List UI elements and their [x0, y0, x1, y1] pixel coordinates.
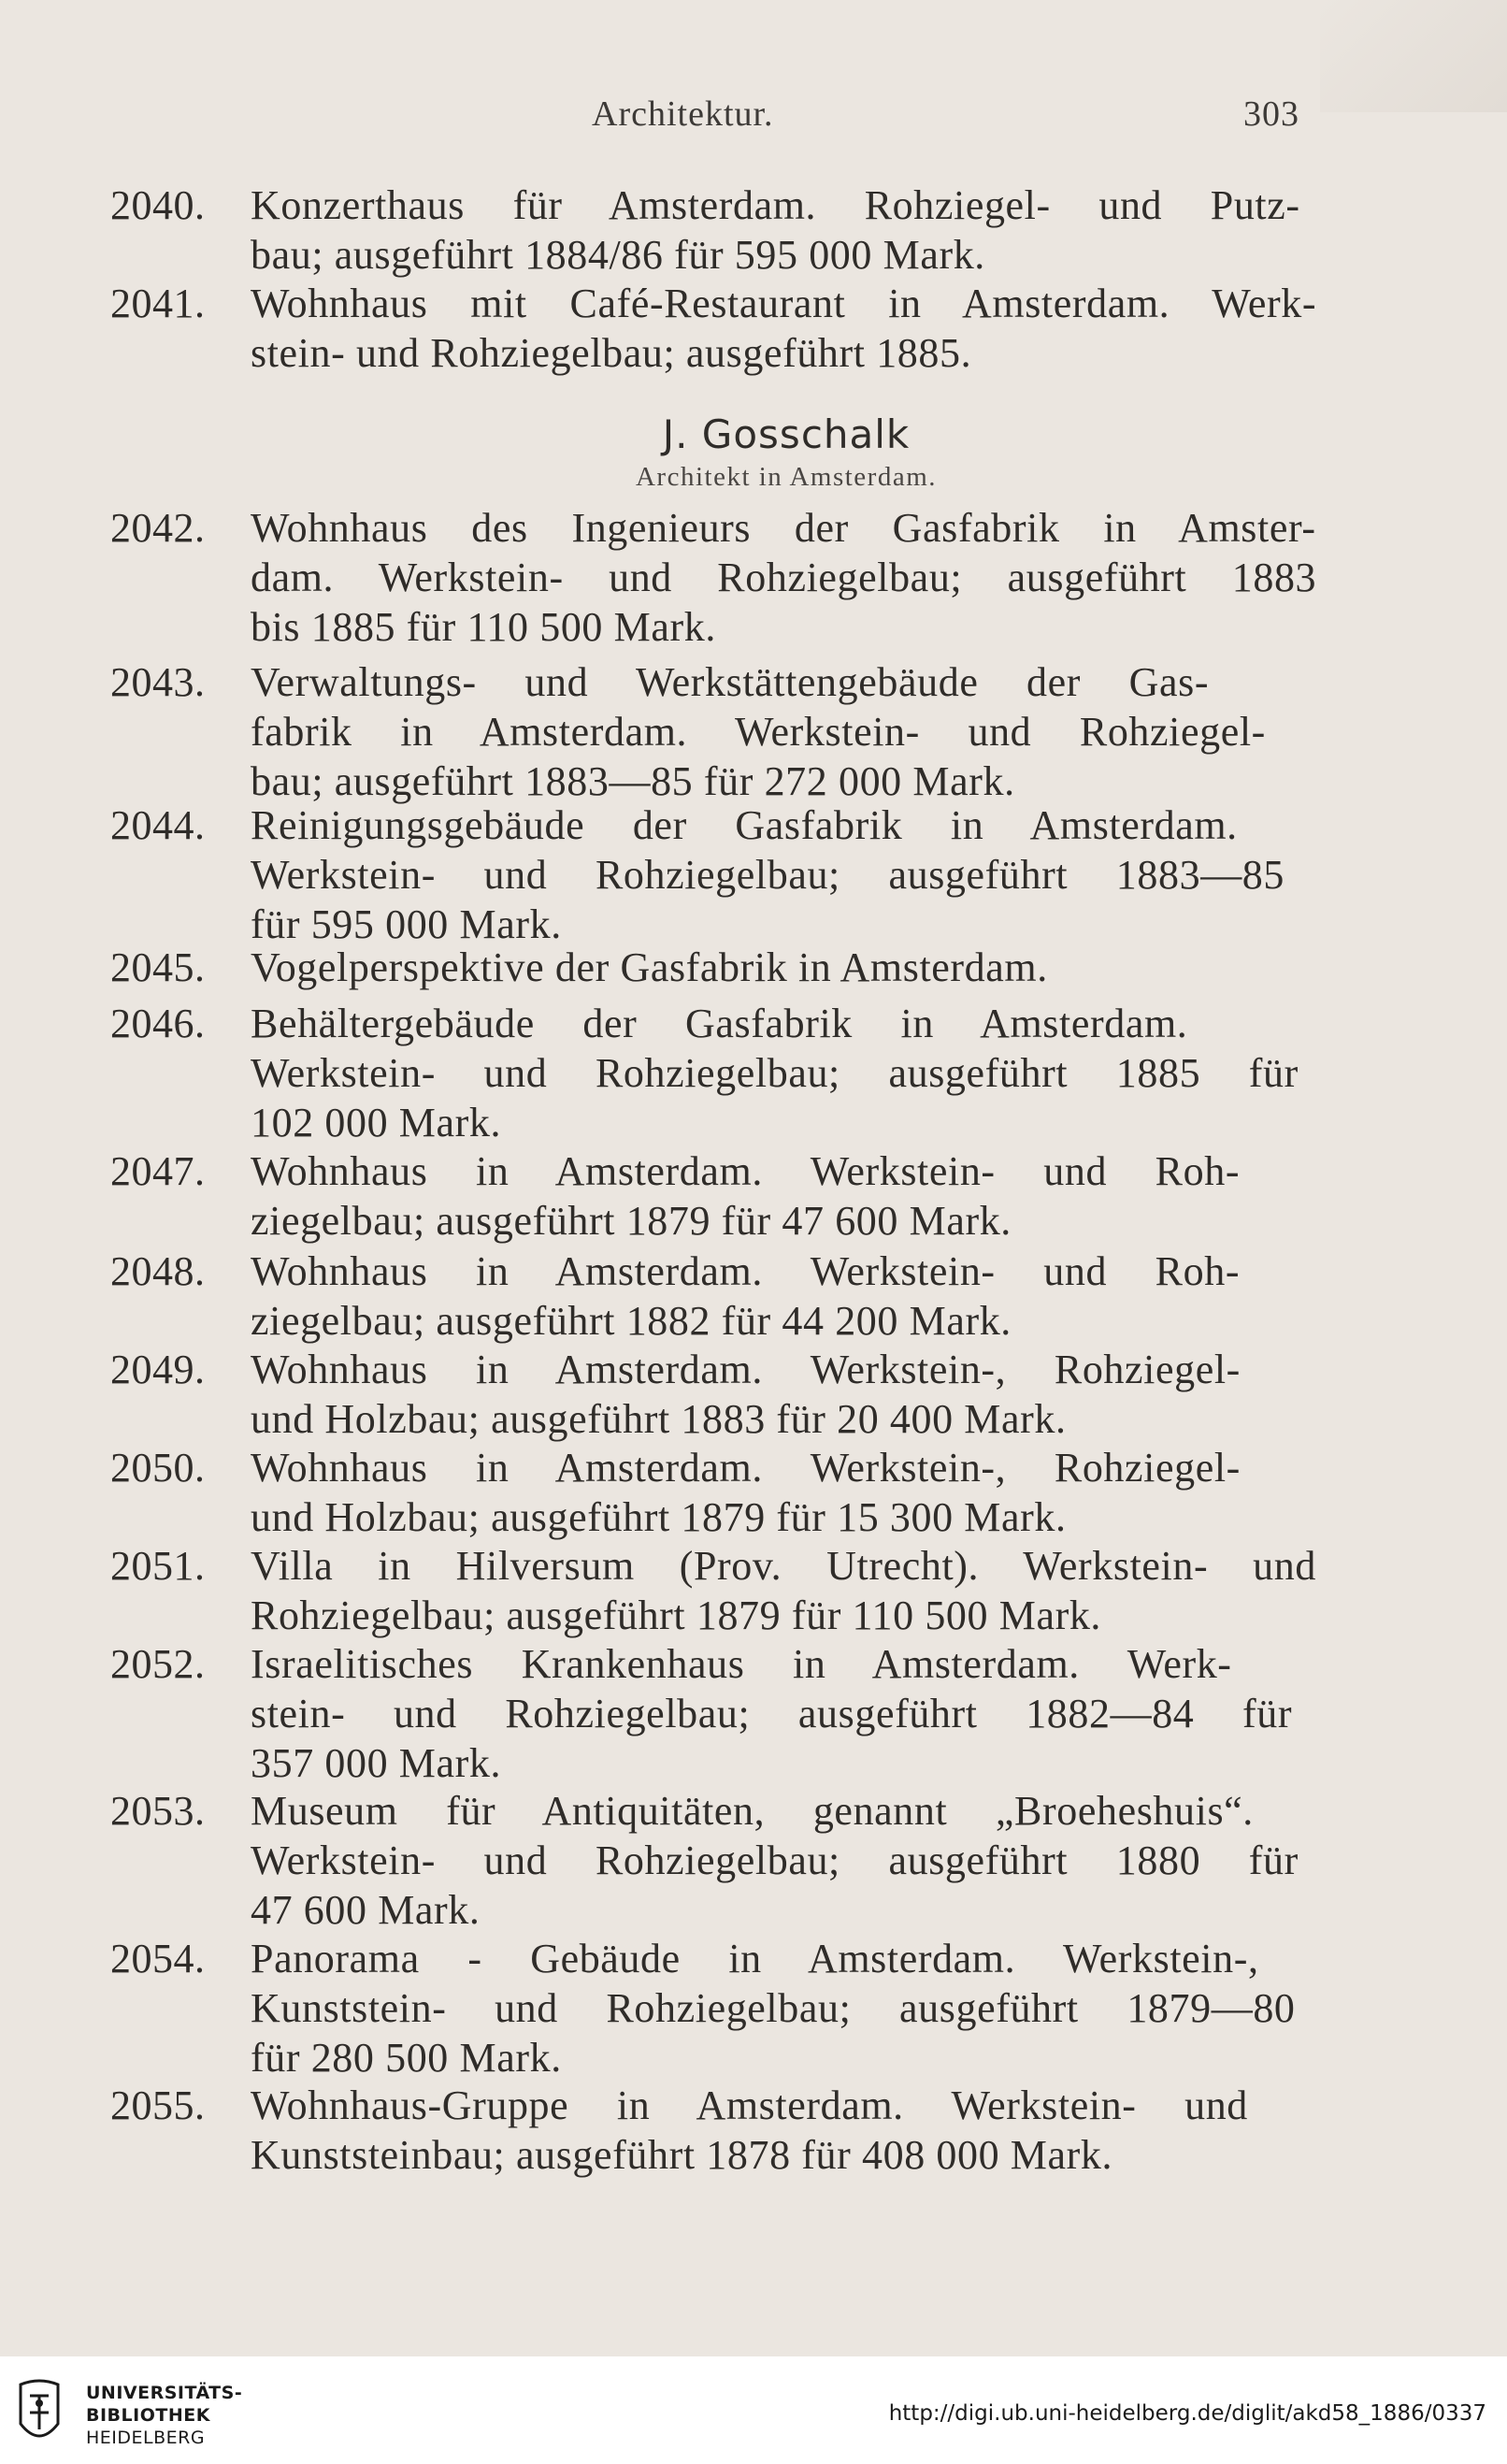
entry-number: 2051. — [110, 1543, 206, 1589]
entry-text-line: Rohziegelbau; ausgeführt 1879 für 110 500 Mark. — [251, 1592, 1102, 1638]
entry-number: 2050. — [110, 1445, 206, 1491]
entry-number: 2040. — [110, 182, 206, 228]
author-role: Architekt in Amsterdam. — [635, 462, 938, 492]
entry-text-line: 47 600 Mark. — [251, 1887, 481, 1933]
entry-text-line: und Holzbau; ausgeführt 1879 für 15 300 Mark. — [251, 1494, 1067, 1540]
entry-text-line: Wohnhaus in Amsterdam. Werkstein-, Rohziegel- — [251, 1445, 1241, 1491]
entry-text-line: für 280 500 Mark. — [251, 2035, 562, 2081]
library-name-line-1: UNIVERSITÄTS- — [86, 2383, 243, 2403]
entry-number: 2041. — [110, 281, 206, 326]
entry-number: 2047. — [110, 1148, 206, 1194]
entry-number: 2044. — [110, 802, 206, 848]
entry-text-line: Wohnhaus in Amsterdam. Werkstein- und Roh- — [251, 1248, 1241, 1294]
entry-text-line: 357 000 Mark. — [251, 1740, 502, 1786]
entry-text-line: Werkstein- und Rohziegelbau; ausgeführt 1880 für — [251, 1837, 1299, 1883]
entry-text-line: bau; ausgeführt 1884/86 für 595 000 Mark. — [251, 232, 985, 278]
author-name: J. Gosschalk — [662, 411, 911, 457]
entry-text-line: Wohnhaus in Amsterdam. Werkstein-, Rohziegel- — [251, 1347, 1241, 1392]
entry-text-line: Werkstein- und Rohziegelbau; ausgeführt 1883—85 — [251, 852, 1285, 898]
entry-number: 2055. — [110, 2082, 206, 2128]
entry-text-line: Werkstein- und Rohziegelbau; ausgeführt 1885 für — [251, 1050, 1299, 1096]
entry-text-line: stein- und Rohziegelbau; ausgeführt 1882—84 für — [251, 1691, 1293, 1736]
page-corner-shadow — [1320, 0, 1507, 112]
entry-text-line: bis 1885 für 110 500 Mark. — [251, 604, 716, 650]
entry-text-line: Wohnhaus mit Café-Restaurant in Amsterdam. Werk- — [251, 281, 1317, 326]
library-name-line-2: BIBLIOTHEK — [86, 2405, 210, 2426]
footer-bar — [0, 2356, 1507, 2464]
entry-number: 2052. — [110, 1641, 206, 1687]
entry-number: 2046. — [110, 1001, 206, 1046]
entry-number: 2045. — [110, 944, 206, 990]
entry-text-line: und Holzbau; ausgeführt 1883 für 20 400 Mark. — [251, 1396, 1067, 1442]
entry-number: 2048. — [110, 1248, 206, 1294]
entry-text-line: Wohnhaus des Ingenieurs der Gasfabrik in Amster- — [251, 505, 1316, 551]
entry-text-line: dam. Werkstein- und Rohziegelbau; ausgeführt 1883 — [251, 555, 1317, 600]
library-seal-icon — [13, 2375, 65, 2450]
entry-text-line: Wohnhaus in Amsterdam. Werkstein- und Roh- — [251, 1148, 1241, 1194]
entry-text-line: für 595 000 Mark. — [251, 901, 562, 947]
entry-number: 2042. — [110, 505, 206, 551]
entry-text-line: fabrik in Amsterdam. Werkstein- und Rohziegel- — [251, 709, 1266, 755]
entry-text-line: Israelitisches Krankenhaus in Amsterdam. Werk- — [251, 1641, 1232, 1687]
entry-text-line: bau; ausgeführt 1883—85 für 272 000 Mark. — [251, 758, 1015, 804]
page-number: 303 — [1243, 94, 1299, 134]
entry-number: 2053. — [110, 1788, 206, 1834]
entry-text-line: 102 000 Mark. — [251, 1100, 502, 1146]
entry-text-line: Panorama - Gebäude in Amsterdam. Werkstein-, — [251, 1936, 1259, 1981]
entry-text-line: stein- und Rohziegelbau; ausgeführt 1885. — [251, 330, 972, 376]
entry-text-line: Villa in Hilversum (Prov. Utrecht). Werkstein- und — [251, 1543, 1316, 1589]
entry-text-line: ziegelbau; ausgeführt 1882 für 44 200 Mark. — [251, 1298, 1012, 1344]
entry-text-line: ziegelbau; ausgeführt 1879 für 47 600 Mark. — [251, 1198, 1012, 1244]
entry-text-line: Verwaltungs- und Werkstättengebäude der Gas- — [251, 659, 1210, 705]
entry-number: 2043. — [110, 659, 206, 705]
running-title: Architektur. — [592, 94, 774, 134]
entry-text-line: Wohnhaus-Gruppe in Amsterdam. Werkstein- und — [251, 2082, 1248, 2128]
entry-text-line: Behältergebäude der Gasfabrik in Amsterdam. — [251, 1001, 1188, 1046]
entry-number: 2049. — [110, 1347, 206, 1392]
entry-text-line: Kunststein- und Rohziegelbau; ausgeführt 1879—80 — [251, 1985, 1296, 2031]
entry-text-line: Vogelperspektive der Gasfabrik in Amsterdam. — [251, 944, 1048, 990]
entry-text-line: Reinigungsgebäude der Gasfabrik in Amsterdam. — [251, 802, 1238, 848]
entry-number: 2054. — [110, 1936, 206, 1981]
entry-text-line: Museum für Antiquitäten, genannt „Broeheshuis“. — [251, 1788, 1254, 1834]
entry-text-line: Konzerthaus für Amsterdam. Rohziegel- und Putz- — [251, 182, 1300, 228]
entry-text-line: Kunststeinbau; ausgeführt 1878 für 408 000 Mark. — [251, 2132, 1113, 2178]
source-url-link[interactable]: http://digi.ub.uni-heidelberg.de/diglit/akd58_1886/0337 — [888, 2401, 1486, 2426]
library-name-line-3: HEIDELBERG — [86, 2428, 206, 2448]
